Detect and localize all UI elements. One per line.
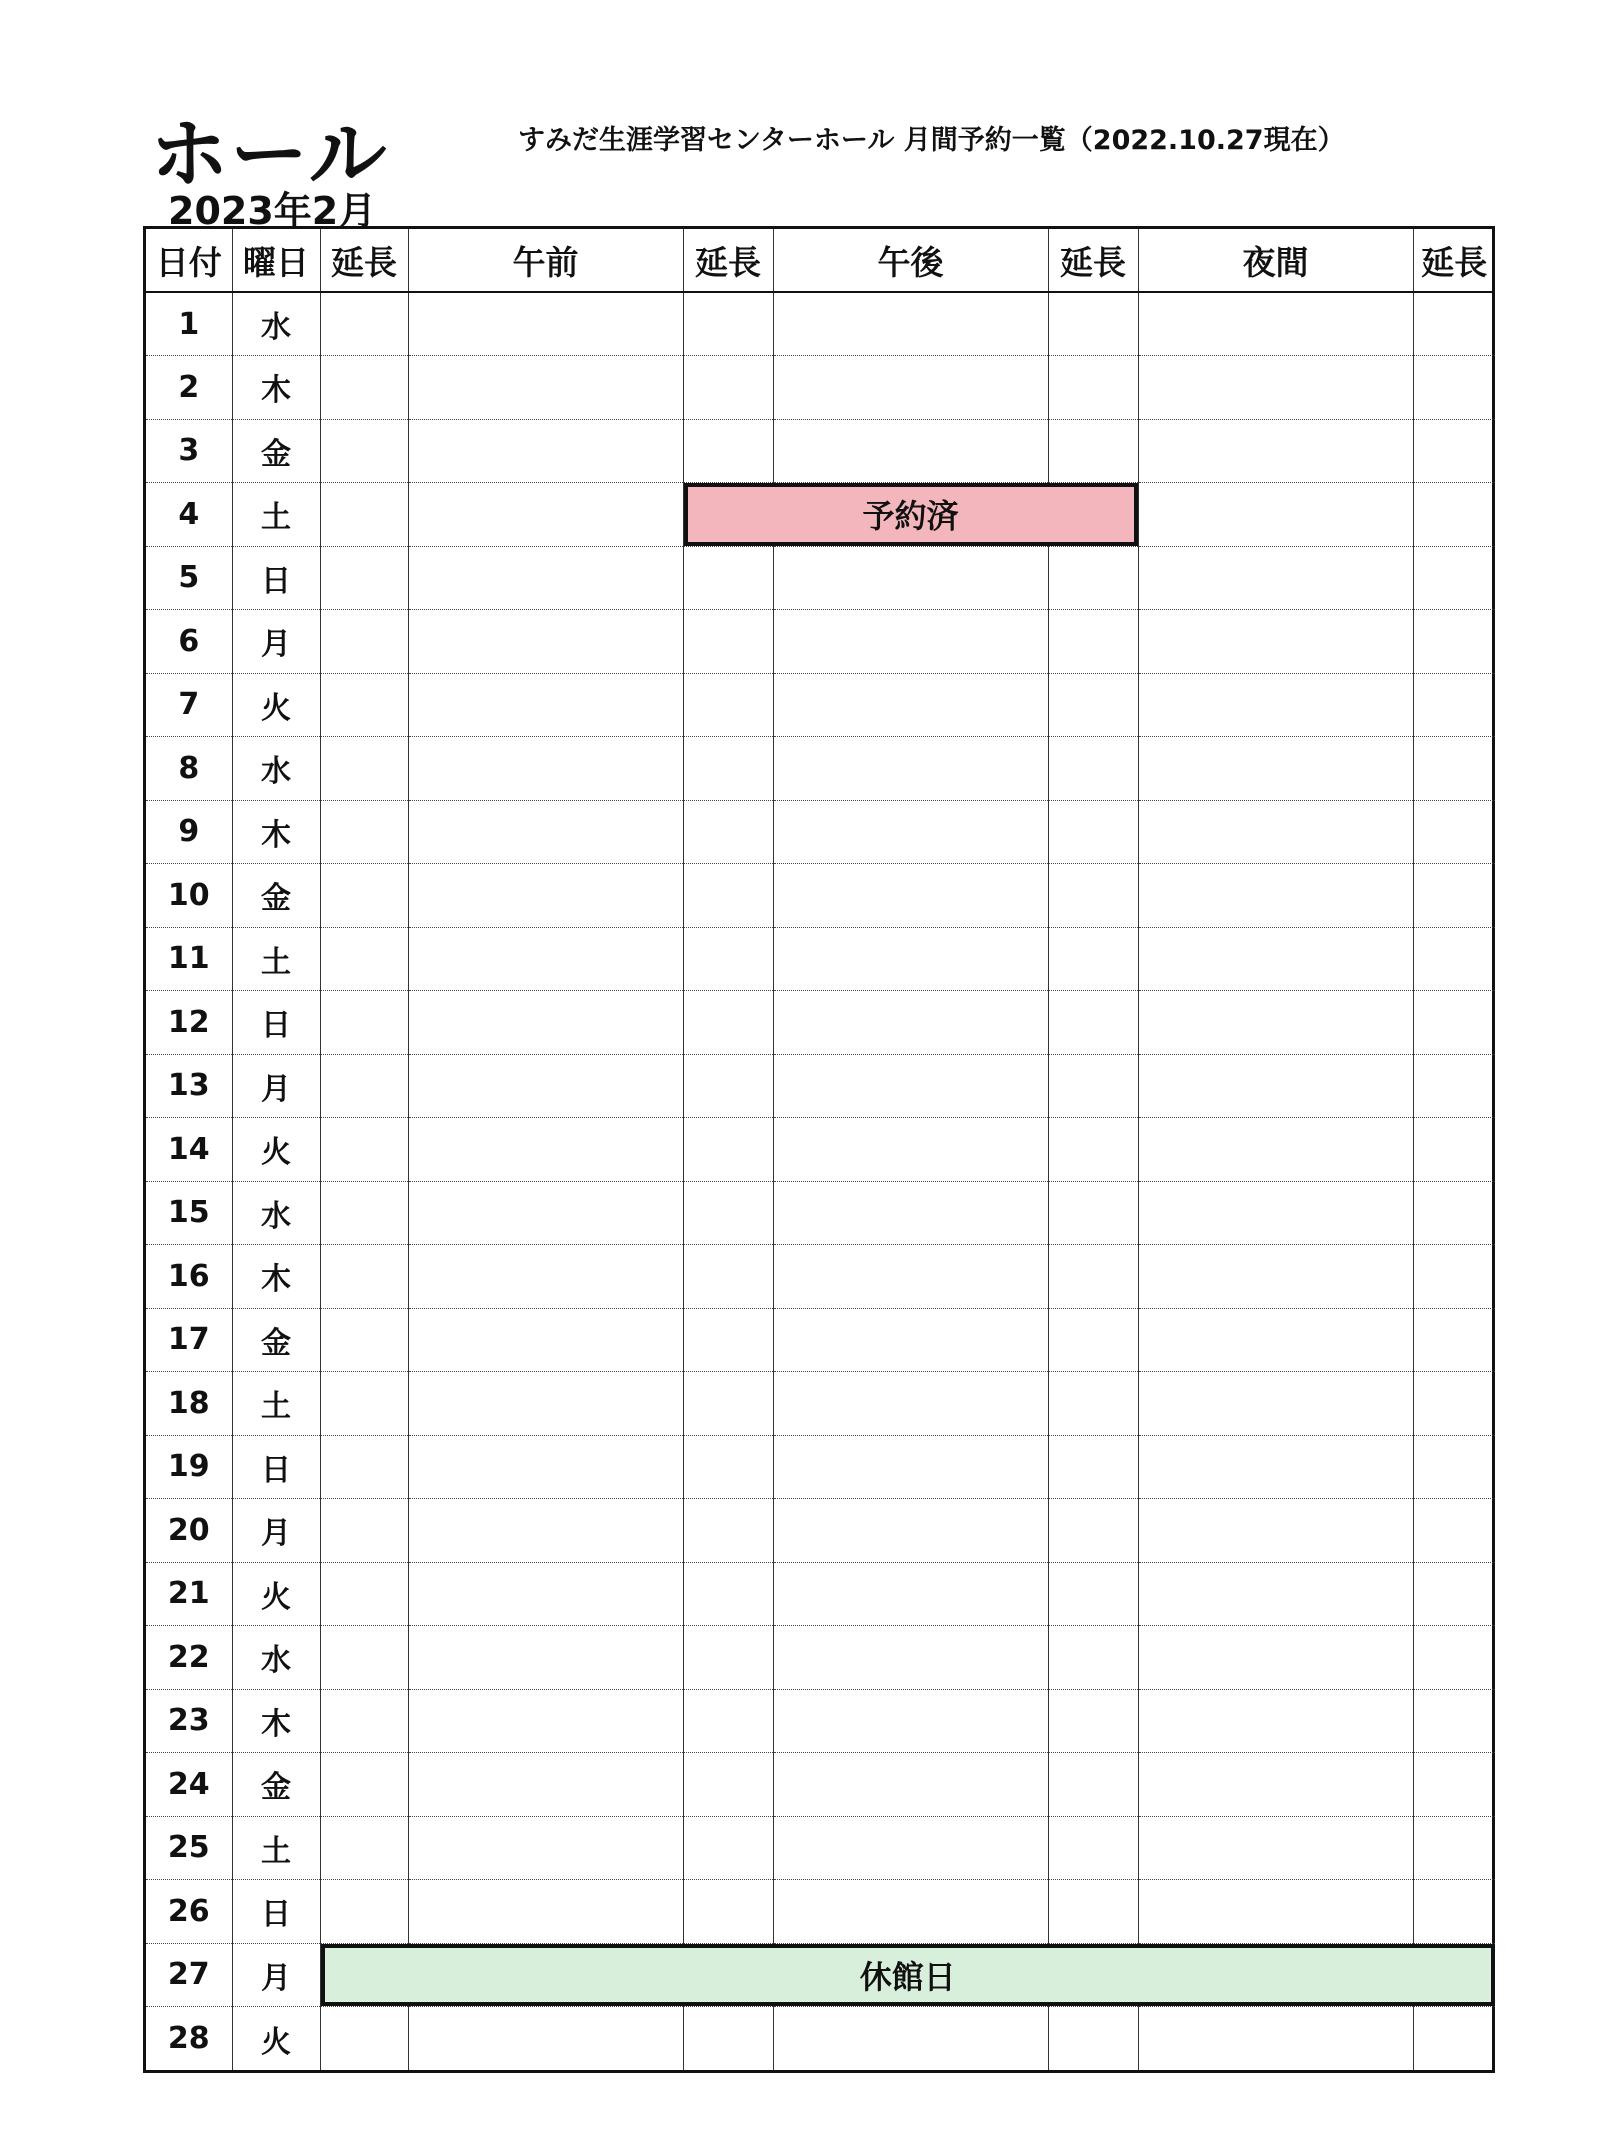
date-cell: 26 [146,1880,232,1944]
slot-ext-before-am [320,1753,408,1817]
slot-morning [408,419,683,483]
slot-morning [408,1245,683,1309]
col-header-ext-am-pm: 延長 [683,229,773,292]
slot-ext-am-pm [683,1181,773,1245]
slot-night [1138,1308,1413,1372]
weekday-cell: 水 [232,292,320,356]
slot-night [1138,1562,1413,1626]
slot-afternoon [773,419,1048,483]
slot-morning [408,483,683,547]
weekday-cell: 木 [232,356,320,420]
table-row [146,800,1495,864]
slot-ext-after-night [1413,1054,1495,1118]
slot-ext-am-pm [683,1372,773,1436]
slot-ext-pm-night [1048,1689,1138,1753]
slot-ext-pm-night [1048,292,1138,356]
slot-ext-am-pm [683,927,773,991]
table-row [146,1880,1495,1944]
col-header-date: 日付 [146,229,232,292]
slot-ext-pm-night [1048,1245,1138,1309]
slot-night [1138,1689,1413,1753]
slot-ext-after-night [1413,483,1495,547]
slot-night [1138,1880,1413,1944]
slot-afternoon [773,991,1048,1055]
slot-afternoon [773,1880,1048,1944]
slot-ext-after-night [1413,1626,1495,1690]
slot-ext-before-am [320,1689,408,1753]
slot-ext-pm-night [1048,1054,1138,1118]
slot-ext-pm-night [1048,927,1138,991]
slot-morning [408,1435,683,1499]
slot-ext-after-night [1413,673,1495,737]
table-row [146,991,1495,1055]
slot-ext-after-night [1413,800,1495,864]
slot-ext-am-pm [683,1562,773,1626]
slot-morning [408,673,683,737]
slot-afternoon [773,1245,1048,1309]
slot-morning [408,292,683,356]
slot-ext-before-am [320,1499,408,1563]
slot-ext-after-night [1413,1880,1495,1944]
slot-ext-after-night [1413,737,1495,801]
month-label: 2023年2月 [168,189,377,233]
slot-morning [408,1372,683,1436]
slot-night [1138,1181,1413,1245]
slot-night [1138,864,1413,928]
slot-ext-after-night [1413,1118,1495,1182]
table-row [146,1943,1495,2007]
slot-ext-before-am [320,2007,408,2071]
slot-ext-am-pm [683,1753,773,1817]
slot-ext-am-pm [683,800,773,864]
slot-ext-before-am [320,356,408,420]
slot-ext-am-pm [683,1689,773,1753]
slot-ext-before-am [320,1245,408,1309]
slot-night [1138,927,1413,991]
slot-night [1138,419,1413,483]
slot-night [1138,737,1413,801]
slot-afternoon [773,1562,1048,1626]
slot-ext-pm-night [1048,1181,1138,1245]
slot-ext-after-night [1413,1562,1495,1626]
slot-ext-am-pm [683,1499,773,1563]
weekday-cell: 金 [232,1308,320,1372]
table-row [146,419,1495,483]
slot-night [1138,292,1413,356]
col-header-ext-before-am: 延長 [320,229,408,292]
date-cell: 22 [146,1626,232,1690]
slot-ext-after-night [1413,991,1495,1055]
date-cell: 19 [146,1435,232,1499]
weekday-cell: 土 [232,1816,320,1880]
slot-ext-after-night [1413,1499,1495,1563]
slot-ext-before-am [320,1435,408,1499]
slot-ext-am-pm [683,1054,773,1118]
table-row [146,483,1495,547]
slot-morning [408,1753,683,1817]
table-row [146,546,1495,610]
slot-night [1138,991,1413,1055]
slot-night [1138,1245,1413,1309]
table-row [146,864,1495,928]
date-cell: 5 [146,546,232,610]
date-cell: 7 [146,673,232,737]
date-cell: 2 [146,356,232,420]
slot-morning [408,1308,683,1372]
weekday-cell: 火 [232,673,320,737]
slot-ext-pm-night [1048,1435,1138,1499]
slot-ext-pm-night [1048,1308,1138,1372]
table-row [146,1562,1495,1626]
slot-ext-pm-night [1048,1562,1138,1626]
slot-afternoon [773,1435,1048,1499]
col-header-morning: 午前 [408,229,683,292]
date-cell: 24 [146,1753,232,1817]
slot-ext-pm-night [1048,800,1138,864]
slot-ext-pm-night [1048,610,1138,674]
weekday-cell: 金 [232,419,320,483]
slot-ext-after-night [1413,864,1495,928]
table-row [146,673,1495,737]
slot-ext-after-night [1413,1753,1495,1817]
slot-ext-after-night [1413,1816,1495,1880]
slot-ext-before-am [320,737,408,801]
weekday-cell: 金 [232,1753,320,1817]
slot-night [1138,546,1413,610]
slot-ext-pm-night [1048,864,1138,928]
slot-afternoon [773,1308,1048,1372]
slot-ext-before-am [320,1308,408,1372]
slot-ext-pm-night [1048,1499,1138,1563]
date-cell: 12 [146,991,232,1055]
weekday-cell: 月 [232,610,320,674]
slot-afternoon [773,864,1048,928]
slot-afternoon [773,1499,1048,1563]
slot-night [1138,483,1413,547]
weekday-cell: 日 [232,991,320,1055]
slot-ext-before-am [320,1626,408,1690]
slot-morning [408,1626,683,1690]
slot-afternoon [773,1816,1048,1880]
weekday-cell: 水 [232,1181,320,1245]
date-cell: 28 [167,2021,210,2056]
slot-morning [408,1816,683,1880]
date-cell: 6 [146,610,232,674]
date-cell: 9 [146,800,232,864]
slot-morning [408,1562,683,1626]
slot-ext-before-am [320,1054,408,1118]
slot-morning [408,927,683,991]
booking-label: 予約済 [684,483,1138,546]
header-row [146,229,1495,292]
slot-night [1138,610,1413,674]
table-row [146,292,1495,356]
slot-ext-before-am [320,864,408,928]
slot-morning [408,356,683,420]
reservation-table [143,226,1495,2073]
date-cell: 11 [146,927,232,991]
slot-ext-pm-night [1048,1816,1138,1880]
table-row [146,1689,1495,1753]
table-row [146,1753,1495,1817]
slot-ext-pm-night [1048,1372,1138,1436]
table-row [146,1816,1495,1880]
weekday-cell: 木 [232,1245,320,1309]
slot-ext-am-pm [683,419,773,483]
slot-ext-before-am [320,1181,408,1245]
col-header-dow: 曜日 [232,229,320,292]
booking-cell [320,1943,1495,2007]
date-cell: 18 [146,1372,232,1436]
slot-ext-am-pm [683,1118,773,1182]
slot-morning [408,1499,683,1563]
booking-label: 休館日 [321,1944,1496,2007]
table-row [146,927,1495,991]
slot-ext-before-am [320,1880,408,1944]
slot-night [1138,1499,1413,1563]
slot-ext-after-night [1413,927,1495,991]
weekday-cell: 土 [232,1372,320,1436]
slot-morning [408,546,683,610]
slot-ext-before-am [320,927,408,991]
slot-ext-am-pm [683,292,773,356]
weekday-cell: 火 [232,2007,320,2071]
slot-ext-after-night [1413,1181,1495,1245]
date-cell: 1 [146,292,232,356]
slot-ext-pm-night [1048,1753,1138,1817]
slot-ext-before-am [320,546,408,610]
slot-ext-before-am [320,1118,408,1182]
weekday-cell: 土 [232,483,320,547]
slot-morning [408,1054,683,1118]
slot-ext-pm-night [1048,1118,1138,1182]
slot-morning [408,800,683,864]
venue-title: ホール [150,110,389,200]
slot-night [1138,673,1413,737]
slot-ext-am-pm [683,864,773,928]
col-header-ext-after-night: 延長 [1413,229,1495,292]
document-title: すみだ生涯学習センターホール 月間予約一覧（2022.10.27現在） [518,125,1345,156]
slot-night [1138,356,1413,420]
weekday-cell: 金 [232,864,320,928]
weekday-cell: 火 [232,1562,320,1626]
slot-ext-before-am [320,419,408,483]
table-row [146,1181,1495,1245]
slot-night [1138,1816,1413,1880]
slot-ext-before-am [320,483,408,547]
slot-ext-pm-night [1048,991,1138,1055]
slot-ext-after-night [1413,356,1495,420]
slot-ext-am-pm [683,356,773,420]
weekday-cell: 水 [232,1626,320,1690]
slot-ext-pm-night [1048,1626,1138,1690]
slot-night [1138,1372,1413,1436]
date-cell: 10 [146,864,232,928]
slot-afternoon [773,356,1048,420]
weekday-cell: 日 [232,1435,320,1499]
slot-morning [408,2007,683,2071]
slot-ext-am-pm [683,1816,773,1880]
slot-morning [408,864,683,928]
weekday-cell: 土 [232,927,320,991]
slot-afternoon [773,2007,1048,2071]
slot-morning [408,737,683,801]
slot-ext-after-night [1413,1689,1495,1753]
slot-ext-after-night [1413,610,1495,674]
date-cell: 16 [146,1245,232,1309]
booking-cell [683,483,1138,547]
slot-night [1138,2007,1413,2071]
table-row [146,1118,1495,1182]
date-cell: 3 [146,419,232,483]
table-row [146,1245,1495,1309]
slot-ext-after-night [1413,1308,1495,1372]
col-header-afternoon: 午後 [773,229,1048,292]
slot-afternoon [773,546,1048,610]
slot-night [1138,1435,1413,1499]
slot-afternoon [773,673,1048,737]
slot-ext-after-night [1413,292,1495,356]
slot-ext-before-am [320,1562,408,1626]
slot-ext-after-night [1413,1372,1495,1436]
slot-ext-before-am [320,991,408,1055]
slot-ext-am-pm [683,673,773,737]
date-cell: 4 [146,483,232,547]
weekday-cell: 水 [232,737,320,801]
slot-afternoon [773,1372,1048,1436]
weekday-cell: 日 [232,546,320,610]
slot-morning [408,1880,683,1944]
date-cell: 25 [146,1816,232,1880]
slot-ext-am-pm [683,610,773,674]
weekday-cell: 日 [232,1880,320,1944]
weekday-cell: 月 [232,1943,320,2007]
weekday-cell: 火 [232,1118,320,1182]
slot-morning [408,1689,683,1753]
date-cell: 17 [146,1308,232,1372]
slot-afternoon [773,1626,1048,1690]
table-row [146,1308,1495,1372]
weekday-cell: 月 [232,1054,320,1118]
slot-ext-am-pm [683,737,773,801]
slot-ext-pm-night [1048,2007,1138,2071]
slot-ext-am-pm [683,1435,773,1499]
slot-ext-before-am [320,1816,408,1880]
date-cell: 23 [146,1689,232,1753]
slot-ext-pm-night [1048,356,1138,420]
slot-ext-pm-night [1048,737,1138,801]
date-cell: 27 [146,1943,232,2007]
slot-ext-after-night [1413,419,1495,483]
slot-afternoon [773,927,1048,991]
col-header-night: 夜間 [1138,229,1413,292]
date-cell: 20 [146,1499,232,1563]
slot-ext-am-pm [683,2007,773,2071]
date-cell: 15 [146,1181,232,1245]
slot-ext-am-pm [683,1626,773,1690]
slot-morning [408,991,683,1055]
slot-ext-am-pm [683,1308,773,1372]
slot-afternoon [773,292,1048,356]
slot-night [1138,1753,1413,1817]
table-row [146,610,1495,674]
slot-night [1138,800,1413,864]
slot-afternoon [773,1689,1048,1753]
table-row [146,1372,1495,1436]
slot-afternoon [773,1118,1048,1182]
table-row [146,1499,1495,1563]
date-cell: 14 [146,1118,232,1182]
date-cell: 8 [146,737,232,801]
date-cell: 13 [146,1054,232,1118]
slot-ext-am-pm [683,1245,773,1309]
slot-morning [408,610,683,674]
slot-night [1138,1118,1413,1182]
slot-night [1138,1054,1413,1118]
slot-afternoon [773,1054,1048,1118]
table-row [146,1054,1495,1118]
slot-ext-after-night [1413,1245,1495,1309]
slot-afternoon [773,800,1048,864]
table-row [146,2007,1495,2071]
slot-afternoon [773,737,1048,801]
slot-ext-am-pm [683,991,773,1055]
weekday-cell: 月 [232,1499,320,1563]
weekday-cell: 木 [232,800,320,864]
slot-morning [408,1181,683,1245]
slot-afternoon [773,1181,1048,1245]
slot-ext-pm-night [1048,419,1138,483]
slot-ext-before-am [320,800,408,864]
slot-ext-pm-night [1048,546,1138,610]
date-cell: 21 [146,1562,232,1626]
table-row [146,356,1495,420]
slot-ext-after-night [1413,546,1495,610]
slot-ext-before-am [320,610,408,674]
slot-ext-after-night [1413,1435,1495,1499]
slot-ext-before-am [320,1372,408,1436]
slot-ext-pm-night [1048,1880,1138,1944]
slot-ext-pm-night [1048,673,1138,737]
slot-ext-before-am [320,673,408,737]
slot-ext-before-am [320,292,408,356]
slot-afternoon [773,1753,1048,1817]
slot-ext-after-night [1413,2007,1495,2071]
slot-ext-am-pm [683,1880,773,1944]
table-row [146,1435,1495,1499]
slot-afternoon [773,610,1048,674]
col-header-ext-pm-night: 延長 [1048,229,1138,292]
slot-ext-am-pm [683,546,773,610]
weekday-cell: 木 [232,1689,320,1753]
slot-night [1138,1626,1413,1690]
table-row [146,1626,1495,1690]
slot-morning [408,1118,683,1182]
table-row [146,737,1495,801]
